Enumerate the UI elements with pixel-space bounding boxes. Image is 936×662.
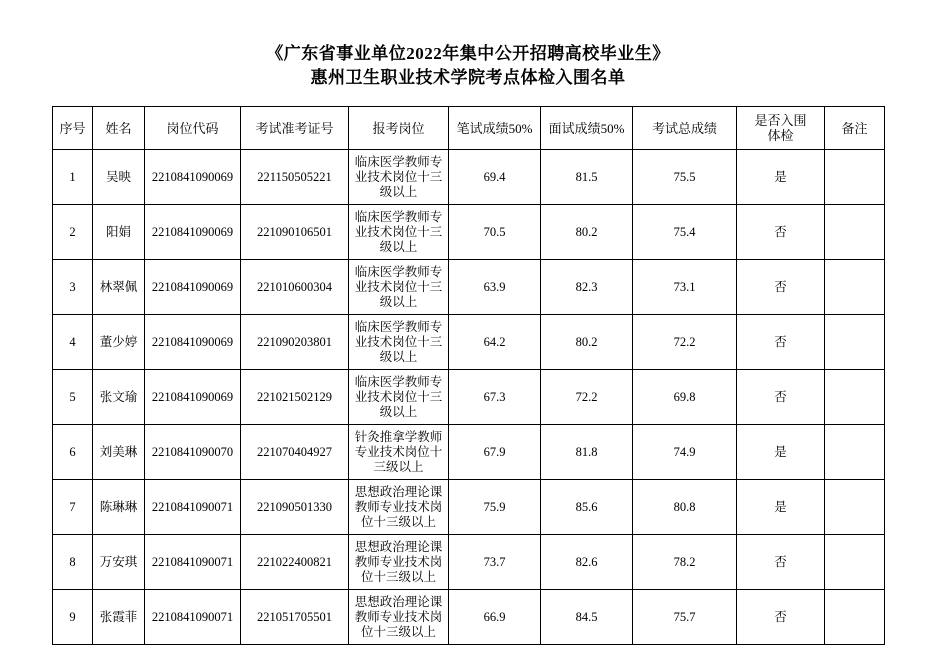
table-body bbox=[53, 150, 885, 645]
column-header-physical-exam-line2: 体检 bbox=[767, 128, 794, 143]
cell-applied-post: 思想政治理论课教师专业技术岗位十三级以上 bbox=[349, 480, 449, 535]
table-row bbox=[53, 370, 885, 425]
cell-post-code: 2210841090071 bbox=[145, 480, 241, 535]
cell-post-code: 2210841090071 bbox=[145, 535, 241, 590]
cell-total-score: 69.8 bbox=[633, 370, 737, 425]
cell-interview-score: 81.8 bbox=[541, 425, 633, 480]
cell-name: 陈琳琳 bbox=[93, 480, 145, 535]
cell-remark bbox=[825, 370, 885, 425]
cell-exam-ticket: 221090501330 bbox=[241, 480, 349, 535]
cell-post-code: 2210841090070 bbox=[145, 425, 241, 480]
cell-name: 万安琪 bbox=[93, 535, 145, 590]
cell-physical-exam: 是 bbox=[737, 425, 825, 480]
cell-applied-post: 思想政治理论课教师专业技术岗位十三级以上 bbox=[349, 590, 449, 645]
cell-physical-exam: 是 bbox=[737, 480, 825, 535]
cell-seq: 5 bbox=[53, 370, 93, 425]
table-row bbox=[53, 205, 885, 260]
header-row bbox=[53, 107, 885, 150]
cell-post-code: 2210841090069 bbox=[145, 205, 241, 260]
cell-total-score: 75.5 bbox=[633, 150, 737, 205]
column-header-physical-exam bbox=[737, 107, 825, 150]
cell-interview-score: 84.5 bbox=[541, 590, 633, 645]
cell-applied-post: 针灸推拿学教师专业技术岗位十三级以上 bbox=[349, 425, 449, 480]
cell-physical-exam: 否 bbox=[737, 315, 825, 370]
cell-exam-ticket: 221150505221 bbox=[241, 150, 349, 205]
cell-name: 张文瑜 bbox=[93, 370, 145, 425]
cell-total-score: 75.7 bbox=[633, 590, 737, 645]
cell-physical-exam: 否 bbox=[737, 370, 825, 425]
cell-remark bbox=[825, 425, 885, 480]
table-row bbox=[53, 480, 885, 535]
column-header-written-score: 笔试成绩50% bbox=[449, 107, 541, 150]
cell-physical-exam: 否 bbox=[737, 205, 825, 260]
column-header-remark: 备注 bbox=[825, 107, 885, 150]
column-header-seq: 序号 bbox=[53, 107, 93, 150]
cell-applied-post: 临床医学教师专业技术岗位十三级以上 bbox=[349, 205, 449, 260]
cell-applied-post: 临床医学教师专业技术岗位十三级以上 bbox=[349, 370, 449, 425]
title-line-1: 《广东省事业单位2022年集中公开招聘高校毕业生》 bbox=[266, 44, 670, 63]
cell-remark bbox=[825, 260, 885, 315]
table-row bbox=[53, 260, 885, 315]
roster-table-wrapper bbox=[52, 106, 884, 645]
cell-remark bbox=[825, 590, 885, 645]
cell-interview-score: 82.6 bbox=[541, 535, 633, 590]
cell-exam-ticket: 221022400821 bbox=[241, 535, 349, 590]
cell-name: 吴映 bbox=[93, 150, 145, 205]
column-header-post-code: 岗位代码 bbox=[145, 107, 241, 150]
cell-total-score: 74.9 bbox=[633, 425, 737, 480]
cell-applied-post: 临床医学教师专业技术岗位十三级以上 bbox=[349, 315, 449, 370]
cell-interview-score: 72.2 bbox=[541, 370, 633, 425]
table-header bbox=[53, 107, 885, 150]
cell-written-score: 75.9 bbox=[449, 480, 541, 535]
cell-exam-ticket: 221090106501 bbox=[241, 205, 349, 260]
cell-seq: 6 bbox=[53, 425, 93, 480]
cell-written-score: 67.3 bbox=[449, 370, 541, 425]
cell-interview-score: 80.2 bbox=[541, 205, 633, 260]
cell-written-score: 63.9 bbox=[449, 260, 541, 315]
cell-interview-score: 85.6 bbox=[541, 480, 633, 535]
table-row bbox=[53, 425, 885, 480]
cell-written-score: 67.9 bbox=[449, 425, 541, 480]
cell-physical-exam: 否 bbox=[737, 260, 825, 315]
cell-name: 林翠佩 bbox=[93, 260, 145, 315]
cell-written-score: 70.5 bbox=[449, 205, 541, 260]
title-line-2: 惠州卫生职业技术学院考点体检入围名单 bbox=[310, 68, 626, 87]
cell-post-code: 2210841090069 bbox=[145, 315, 241, 370]
cell-written-score: 69.4 bbox=[449, 150, 541, 205]
cell-remark bbox=[825, 150, 885, 205]
cell-total-score: 80.8 bbox=[633, 480, 737, 535]
cell-seq: 9 bbox=[53, 590, 93, 645]
cell-seq: 3 bbox=[53, 260, 93, 315]
table-row bbox=[53, 315, 885, 370]
cell-remark bbox=[825, 480, 885, 535]
cell-applied-post: 思想政治理论课教师专业技术岗位十三级以上 bbox=[349, 535, 449, 590]
cell-post-code: 2210841090069 bbox=[145, 150, 241, 205]
document-title bbox=[0, 0, 936, 90]
cell-exam-ticket: 221021502129 bbox=[241, 370, 349, 425]
column-header-physical-exam-line1: 是否入围 bbox=[754, 113, 807, 128]
cell-remark bbox=[825, 535, 885, 590]
cell-seq: 7 bbox=[53, 480, 93, 535]
roster-table bbox=[52, 106, 885, 645]
cell-post-code: 2210841090071 bbox=[145, 590, 241, 645]
cell-written-score: 64.2 bbox=[449, 315, 541, 370]
cell-total-score: 78.2 bbox=[633, 535, 737, 590]
cell-post-code: 2210841090069 bbox=[145, 370, 241, 425]
cell-name: 阳娟 bbox=[93, 205, 145, 260]
cell-interview-score: 82.3 bbox=[541, 260, 633, 315]
cell-physical-exam: 否 bbox=[737, 535, 825, 590]
cell-physical-exam: 否 bbox=[737, 590, 825, 645]
table-row bbox=[53, 535, 885, 590]
table-row bbox=[53, 590, 885, 645]
column-header-applied-post: 报考岗位 bbox=[349, 107, 449, 150]
cell-written-score: 73.7 bbox=[449, 535, 541, 590]
column-header-exam-ticket: 考试准考证号 bbox=[241, 107, 349, 150]
cell-name: 刘美琳 bbox=[93, 425, 145, 480]
cell-total-score: 75.4 bbox=[633, 205, 737, 260]
column-header-interview-score: 面试成绩50% bbox=[541, 107, 633, 150]
cell-seq: 4 bbox=[53, 315, 93, 370]
cell-total-score: 73.1 bbox=[633, 260, 737, 315]
cell-seq: 1 bbox=[53, 150, 93, 205]
cell-interview-score: 81.5 bbox=[541, 150, 633, 205]
cell-seq: 8 bbox=[53, 535, 93, 590]
cell-remark bbox=[825, 205, 885, 260]
cell-seq: 2 bbox=[53, 205, 93, 260]
cell-exam-ticket: 221090203801 bbox=[241, 315, 349, 370]
cell-exam-ticket: 221051705501 bbox=[241, 590, 349, 645]
column-header-name: 姓名 bbox=[93, 107, 145, 150]
cell-applied-post: 临床医学教师专业技术岗位十三级以上 bbox=[349, 150, 449, 205]
cell-name: 张霞菲 bbox=[93, 590, 145, 645]
cell-written-score: 66.9 bbox=[449, 590, 541, 645]
cell-post-code: 2210841090069 bbox=[145, 260, 241, 315]
cell-exam-ticket: 221070404927 bbox=[241, 425, 349, 480]
table-row bbox=[53, 150, 885, 205]
cell-interview-score: 80.2 bbox=[541, 315, 633, 370]
cell-exam-ticket: 221010600304 bbox=[241, 260, 349, 315]
column-header-total-score: 考试总成绩 bbox=[633, 107, 737, 150]
cell-name: 董少婷 bbox=[93, 315, 145, 370]
cell-remark bbox=[825, 315, 885, 370]
cell-applied-post: 临床医学教师专业技术岗位十三级以上 bbox=[349, 260, 449, 315]
cell-physical-exam: 是 bbox=[737, 150, 825, 205]
cell-total-score: 72.2 bbox=[633, 315, 737, 370]
